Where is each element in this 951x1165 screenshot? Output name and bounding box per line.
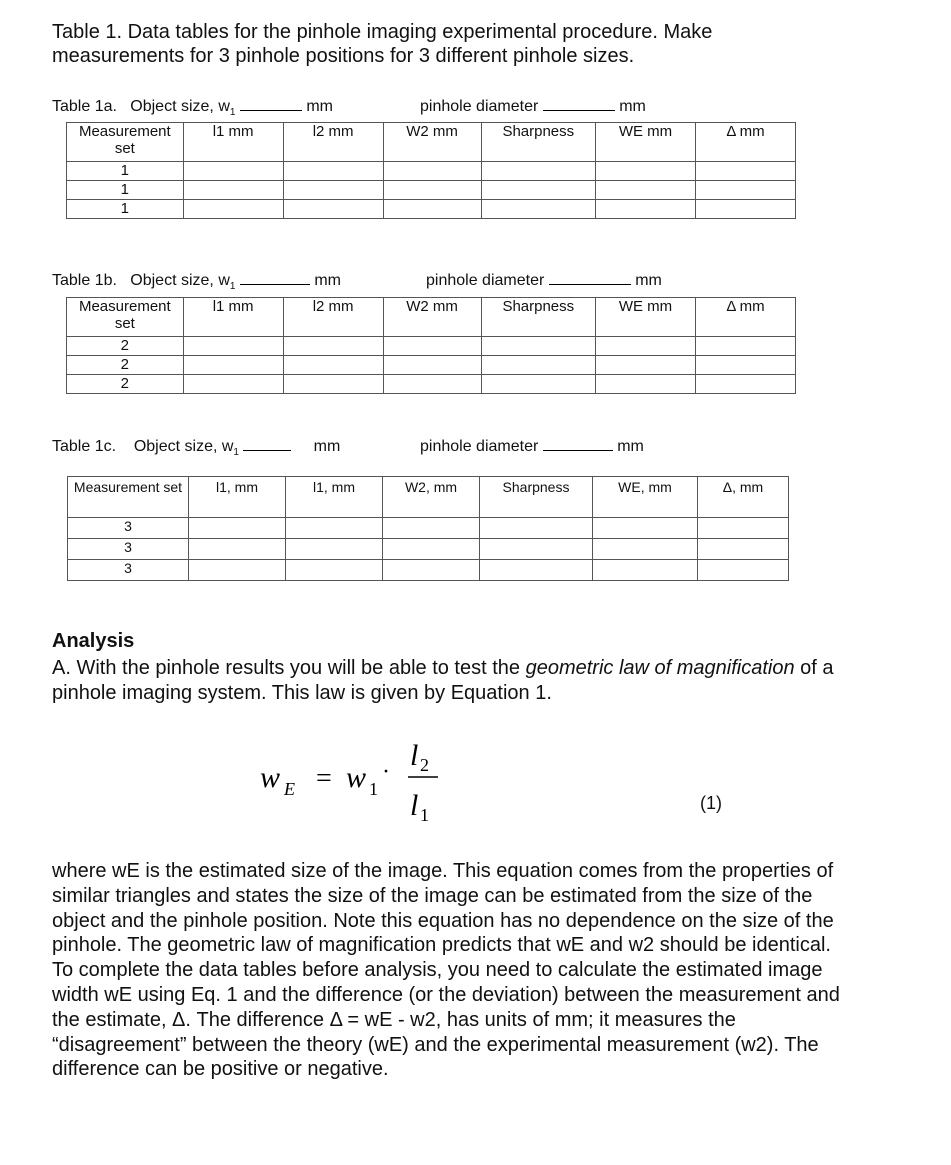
table-1c-pinhole-row: [420, 436, 644, 456]
data-cell[interactable]: [481, 337, 595, 356]
header-sharpness: Sharpness: [481, 298, 595, 337]
data-cell[interactable]: [695, 200, 795, 219]
unit-label: mm: [619, 98, 646, 115]
svg-text:w: w: [346, 761, 367, 794]
data-cell[interactable]: [481, 200, 595, 219]
analysis-body: where wE is the estimated size of the image. This equation comes from the properties of similar triangles and states the size of the image can be estimated from the size of the object and the pinhole position. Note this equation has no dependence on the size of the pinhole. The geometric law of magnification predicts that wE and w2 should be identical. To complete the data tables before analysis, you need to calculate the estimated image width wE using Eq. 1 and the difference (or the deviation) between the measurement and the estimate, Δ. The difference Δ = wE - w2, has units of mm; it measures the “disagreement” between the theory (wE) and the experimental measurement (w2). The difference can be positive or negative.: [52, 860, 840, 1081]
svg-text:=: =: [316, 763, 332, 794]
set-cell: 2: [67, 337, 184, 356]
svg-text:1: 1: [420, 805, 429, 825]
svg-text:E: E: [284, 779, 295, 799]
pinhole-blank[interactable]: [549, 270, 631, 285]
svg-text:l: l: [410, 789, 419, 822]
table-row: [67, 200, 796, 219]
pinhole-blank[interactable]: [543, 436, 613, 451]
table-1b-label-row: [52, 270, 341, 292]
pinhole-blank[interactable]: [543, 96, 615, 111]
data-cell[interactable]: [286, 560, 383, 581]
data-cell[interactable]: [596, 181, 696, 200]
data-cell[interactable]: [383, 356, 481, 375]
equation-graphic: [258, 735, 458, 825]
header-delta: Δ mm: [695, 298, 795, 337]
data-cell[interactable]: [698, 560, 789, 581]
unit-label: mm: [313, 438, 341, 455]
data-cell[interactable]: [481, 375, 595, 394]
table-1a-pinhole-row: [420, 96, 646, 116]
header-w2: W2 mm: [383, 123, 481, 162]
table-row: [68, 518, 789, 539]
data-cell[interactable]: [695, 181, 795, 200]
data-cell[interactable]: [596, 162, 696, 181]
svg-text:1: 1: [369, 779, 378, 799]
set-cell: 2: [67, 356, 184, 375]
header-we: WE mm: [596, 298, 696, 337]
header-w2: W2, mm: [383, 477, 480, 518]
table-1b: [66, 297, 796, 394]
set-cell: 2: [67, 375, 184, 394]
set-cell: 3: [68, 518, 189, 539]
data-cell[interactable]: [695, 162, 795, 181]
header-measurement-set: Measurement set: [67, 123, 184, 162]
header-delta: Δ mm: [695, 123, 795, 162]
set-cell: 1: [67, 181, 184, 200]
table-row: [68, 539, 789, 560]
header-l1: l1 mm: [183, 123, 283, 162]
data-cell[interactable]: [283, 375, 383, 394]
data-cell[interactable]: [480, 560, 593, 581]
data-cell[interactable]: [183, 356, 283, 375]
data-cell[interactable]: [283, 162, 383, 181]
table-1c-label-row: [52, 436, 340, 458]
equation-1: [258, 735, 458, 825]
object-size-blank[interactable]: [240, 96, 302, 111]
table-1b-pinhole-row: [426, 270, 662, 290]
data-cell[interactable]: [695, 337, 795, 356]
table-row: [67, 181, 796, 200]
data-cell[interactable]: [183, 375, 283, 394]
svg-text:2: 2: [420, 755, 429, 775]
header-l2: l2 mm: [283, 123, 383, 162]
data-cell[interactable]: [183, 181, 283, 200]
header-l1: l1 mm: [183, 298, 283, 337]
pinhole-label: pinhole diameter: [420, 438, 539, 455]
header-l2: l2 mm: [283, 298, 383, 337]
data-cell[interactable]: [283, 200, 383, 219]
emphasis-text: geometric law of magnification: [525, 657, 795, 679]
data-cell[interactable]: [593, 560, 698, 581]
data-cell[interactable]: [383, 200, 481, 219]
data-cell[interactable]: [480, 518, 593, 539]
data-cell[interactable]: [481, 356, 595, 375]
data-cell[interactable]: [480, 539, 593, 560]
analysis-heading: Analysis: [52, 630, 135, 652]
set-cell: 1: [67, 162, 184, 181]
data-cell[interactable]: [481, 162, 595, 181]
data-cell[interactable]: [383, 181, 481, 200]
data-cell[interactable]: [183, 337, 283, 356]
data-cell[interactable]: [283, 356, 383, 375]
data-cell[interactable]: [596, 375, 696, 394]
object-size-label: Object size, $w_1$: [130, 98, 236, 119]
data-cell[interactable]: [596, 337, 696, 356]
data-cell[interactable]: [286, 518, 383, 539]
table-1c: [67, 476, 789, 581]
unit-label: mm: [314, 272, 341, 289]
header-measurement-set: Measurement set: [67, 298, 184, 337]
svg-text:·: ·: [382, 759, 390, 785]
table-row: [67, 356, 796, 375]
svg-text:l: l: [410, 739, 419, 772]
table-row: [68, 560, 789, 581]
header-delta: Δ, mm: [698, 477, 789, 518]
unit-label: mm: [635, 272, 662, 289]
table-row: [67, 375, 796, 394]
analysis-intro: A. With the pinhole results you will be able to test the geometric law of magnification of a pinhole imaging system. This law is given by Equation 1.: [52, 657, 834, 704]
object-size-label: Object size, $w_1$: [130, 272, 236, 293]
header-sharpness: Sharpness: [480, 477, 593, 518]
header-l1: l1, mm: [189, 477, 286, 518]
data-cell[interactable]: [596, 356, 696, 375]
equation-number: (1): [700, 793, 722, 813]
table-label: Table 1b.: [52, 272, 117, 289]
object-size-blank[interactable]: [240, 270, 310, 285]
table-caption: Table 1. Data tables for the pinhole imaging experimental procedure. Make measurements for 3 pinhole positions for 3 different pinhole sizes.: [52, 21, 713, 67]
data-cell[interactable]: [183, 162, 283, 181]
data-cell[interactable]: [283, 181, 383, 200]
data-cell[interactable]: [695, 375, 795, 394]
header-we: WE mm: [596, 123, 696, 162]
pinhole-label: pinhole diameter: [426, 272, 545, 289]
header-we: WE, mm: [593, 477, 698, 518]
table-row: [67, 337, 796, 356]
svg-text:w: w: [260, 761, 281, 794]
pinhole-label: pinhole diameter: [420, 98, 539, 115]
data-cell[interactable]: [593, 539, 698, 560]
table-1a: [66, 122, 796, 219]
data-cell[interactable]: [698, 539, 789, 560]
object-size-blank[interactable]: [243, 436, 291, 451]
data-cell[interactable]: [596, 200, 696, 219]
data-cell[interactable]: [593, 518, 698, 539]
data-cell[interactable]: [383, 375, 481, 394]
header-w2: W2 mm: [383, 298, 481, 337]
data-cell[interactable]: [286, 539, 383, 560]
data-cell[interactable]: [183, 200, 283, 219]
unit-label: mm: [306, 98, 333, 115]
object-size-label: Object size, $w_1$: [133, 438, 239, 459]
set-cell: 3: [68, 560, 189, 581]
set-cell: 3: [68, 539, 189, 560]
data-cell[interactable]: [481, 181, 595, 200]
data-cell[interactable]: [189, 560, 286, 581]
data-cell[interactable]: [383, 518, 480, 539]
data-cell[interactable]: [383, 539, 480, 560]
header-sharpness: Sharpness: [481, 123, 595, 162]
data-cell[interactable]: [283, 337, 383, 356]
table-row: [67, 162, 796, 181]
data-cell[interactable]: [698, 518, 789, 539]
data-cell[interactable]: [383, 560, 480, 581]
table-label: Table 1a.: [52, 98, 117, 115]
table-1a-label-row: [52, 96, 333, 118]
unit-label: mm: [617, 438, 644, 455]
data-cell[interactable]: [189, 518, 286, 539]
data-cell[interactable]: [383, 162, 481, 181]
header-l1-second: l1, mm: [286, 477, 383, 518]
header-measurement-set: Measurement set: [68, 477, 189, 518]
data-cell[interactable]: [695, 356, 795, 375]
table-label: Table 1c.: [52, 438, 117, 455]
data-cell[interactable]: [189, 539, 286, 560]
set-cell: 1: [67, 200, 184, 219]
data-cell[interactable]: [383, 337, 481, 356]
